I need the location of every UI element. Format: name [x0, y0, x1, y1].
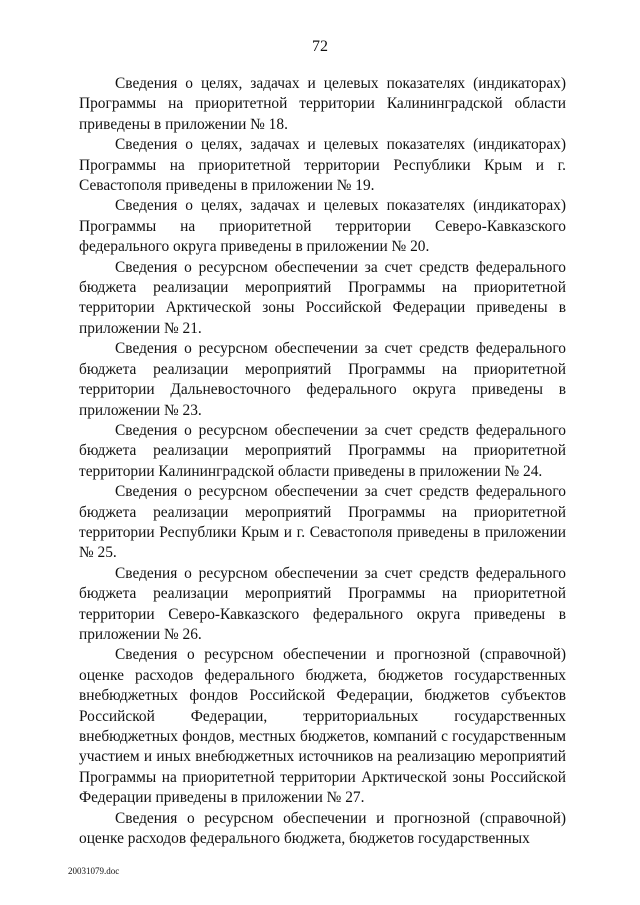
paragraph-appendix-25: Сведения о ресурсном обеспечении за счет средств федерального бюджета реализации мероприятий Программы на приоритетной территории Республики Крым и г. Севастополя приведены в приложении № 25.	[79, 483, 566, 562]
paragraph-appendix-27: Сведения о ресурсном обеспечении и прогнозной (справочной) оценке расходов федерального бюджета, бюджетов государственных внебюджетных фондов Российской Федерации, бюджетов субъектов Российской Федерации, территориальных государственных внебюджетных фондов, местных бюджетов, компаний с государственным участием и иных внебюджетных источников на реализацию мероприятий Программы на приоритетной территории Арктической зоны Российской Федерации приведены в приложении № 27.	[79, 646, 566, 807]
paragraph-continued: Сведения о ресурсном обеспечении и прогнозной (справочной) оценке расходов федерального бюджета, бюджетов государственных	[79, 809, 566, 848]
paragraph-appendix-20: Сведения о целях, задачах и целевых показателях (индикаторах) Программы на приоритетной территории Северо-Кавказского федерального округа приведены в приложении № 20.	[79, 197, 566, 256]
paragraph-appendix-23: Сведения о ресурсном обеспечении за счет средств федерального бюджета реализации мероприятий Программы на приоритетной территории Дальневосточного федерального округа приведены в приложении № 23.	[79, 340, 566, 419]
paragraph-appendix-19: Сведения о целях, задачах и целевых показателях (индикаторах) Программы на приоритетной территории Республики Крым и г. Севастополя приведены в приложении № 19.	[79, 136, 566, 195]
paragraph-appendix-24: Сведения о ресурсном обеспечении за счет средств федерального бюджета реализации мероприятий Программы на приоритетной территории Калининградской области приведены в приложении № 24.	[79, 421, 566, 480]
paragraph-appendix-21: Сведения о ресурсном обеспечении за счет средств федерального бюджета реализации мероприятий Программы на приоритетной территории Арктической зоны Российской Федерации приведены в приложении № 21.	[79, 258, 566, 337]
paragraph-appendix-26: Сведения о ресурсном обеспечении за счет средств федерального бюджета реализации мероприятий Программы на приоритетной территории Северо-Кавказского федерального округа приведены в приложении № 26.	[79, 564, 566, 643]
footer-filename: 20031079.doc	[68, 866, 120, 876]
paragraph-appendix-18: Сведения о целях, задачах и целевых показателях (индикаторах) Программы на приоритетной территории Калининградской области приведены в приложении № 18.	[79, 75, 566, 133]
document-body	[79, 74, 566, 849]
page-number: 72	[312, 38, 328, 55]
